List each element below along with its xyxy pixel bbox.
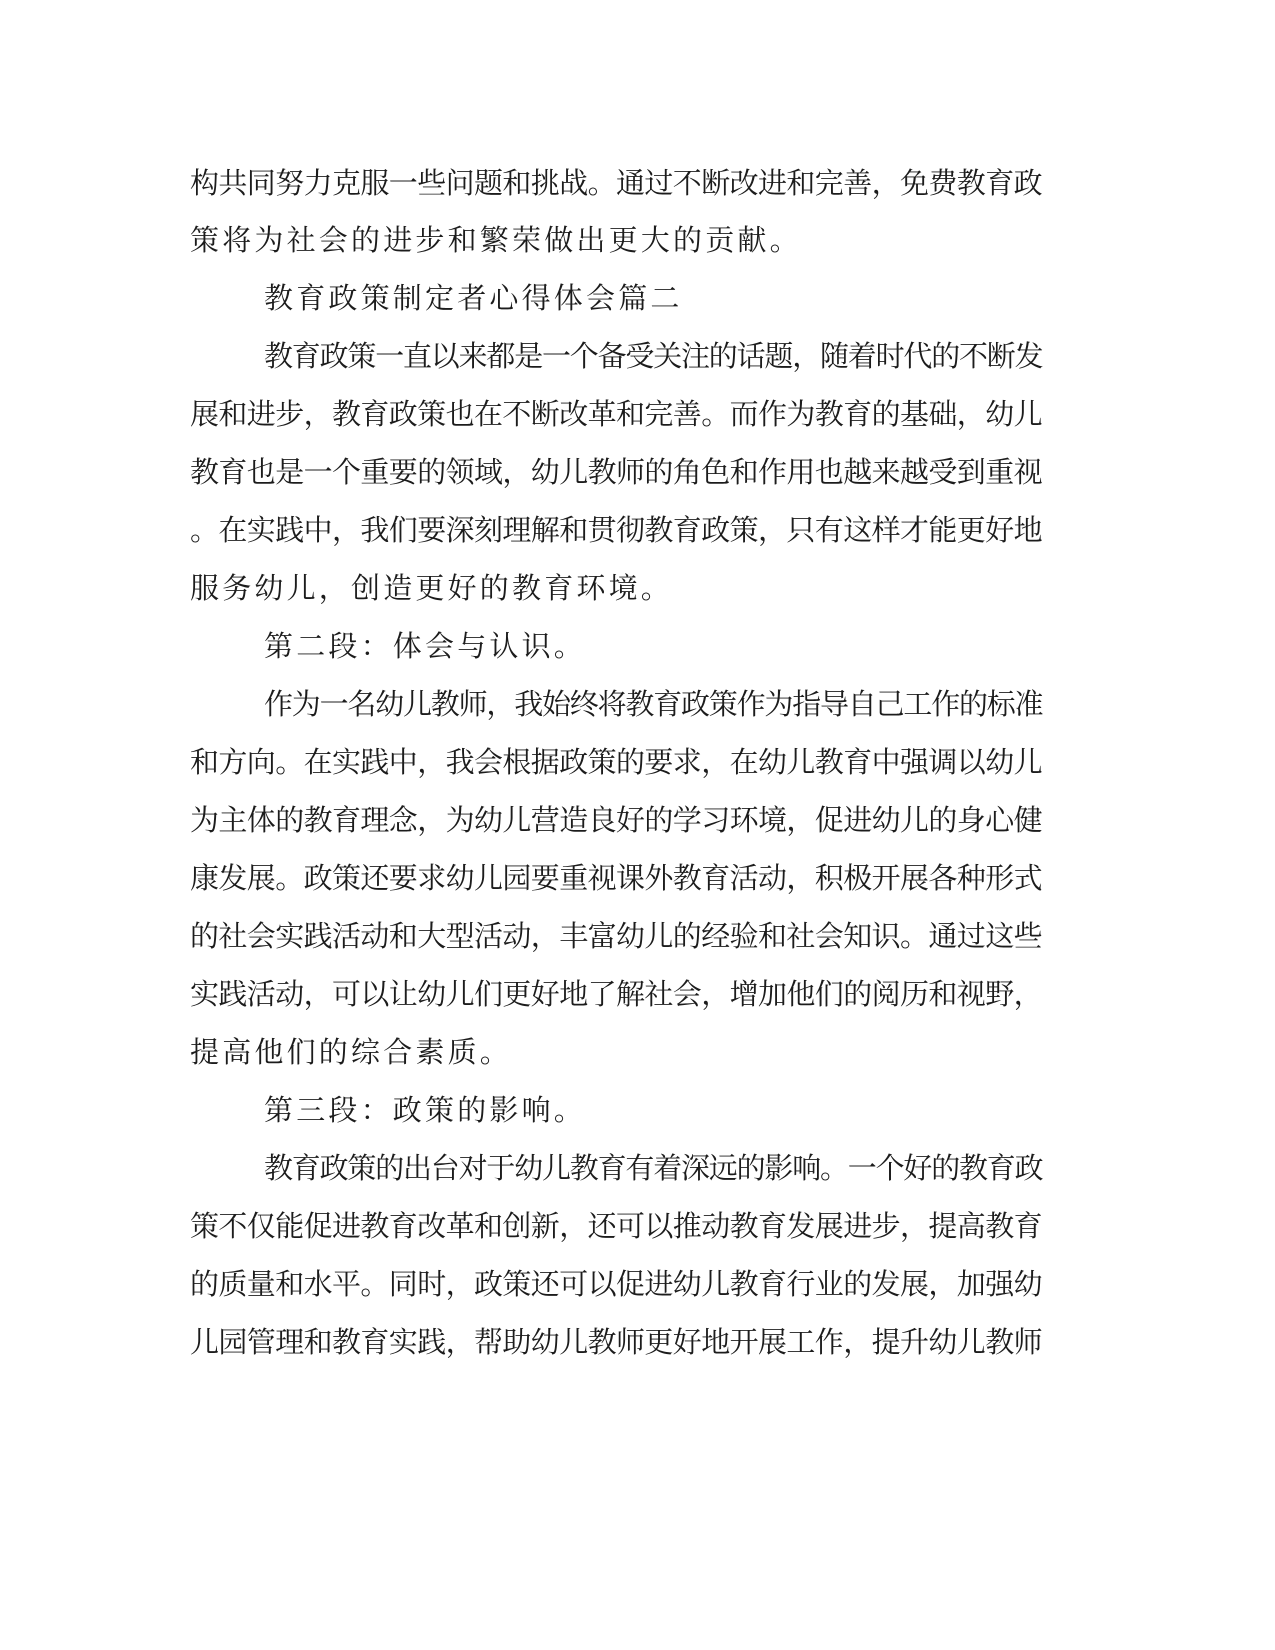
body-text-line: 作为一名幼儿教师，我始终将教育政策作为指导自己工作的标准 bbox=[264, 687, 1043, 721]
body-text-line: 实践活动，可以让幼儿们更好地了解社会，增加他们的阅历和视野， bbox=[190, 977, 1043, 1011]
body-text-line: 教育政策一直以来都是一个备受关注的话题，随着时代的不断发 bbox=[264, 339, 1043, 373]
body-text-line: 教育也是一个重要的领域，幼儿教师的角色和作用也越来越受到重视 bbox=[190, 455, 1043, 489]
body-text-line: 儿园管理和教育实践，帮助幼儿教师更好地开展工作，提升幼儿教师 bbox=[190, 1325, 1043, 1359]
body-text-line: 提高他们的综合素质。 bbox=[190, 1035, 513, 1069]
section-heading: 教育政策制定者心得体会篇二 bbox=[264, 281, 683, 315]
paragraph-heading: 第三段：政策的影响。 bbox=[264, 1093, 587, 1127]
body-text-line: 服务幼儿，创造更好的教育环境。 bbox=[190, 571, 674, 605]
body-text-line: 策将为社会的进步和繁荣做出更大的贡献。 bbox=[190, 223, 802, 257]
paragraph-heading: 第二段：体会与认识。 bbox=[264, 629, 587, 663]
body-text-line: 为主体的教育理念，为幼儿营造良好的学习环境，促进幼儿的身心健 bbox=[190, 803, 1043, 837]
body-text-line: 的质量和水平。同时，政策还可以促进幼儿教育行业的发展，加强幼 bbox=[190, 1267, 1043, 1301]
body-text-line: 。在实践中，我们要深刻理解和贯彻教育政策，只有这样才能更好地 bbox=[190, 513, 1043, 547]
body-text-line: 教育政策的出台对于幼儿教育有着深远的影响。一个好的教育政 bbox=[264, 1151, 1043, 1185]
body-text-line: 的社会实践活动和大型活动，丰富幼儿的经验和社会知识。通过这些 bbox=[190, 919, 1043, 953]
body-text-line: 康发展。政策还要求幼儿园要重视课外教育活动，积极开展各种形式 bbox=[190, 861, 1043, 895]
body-text-line: 构共同努力克服一些问题和挑战。通过不断改进和完善，免费教育政 bbox=[190, 166, 1043, 200]
body-text-line: 和方向。在实践中，我会根据政策的要求，在幼儿教育中强调以幼儿 bbox=[190, 745, 1043, 779]
body-text-line: 策不仅能促进教育改革和创新，还可以推动教育发展进步，提高教育 bbox=[190, 1209, 1043, 1243]
body-text-line: 展和进步，教育政策也在不断改革和完善。而作为教育的基础，幼儿 bbox=[190, 397, 1043, 431]
